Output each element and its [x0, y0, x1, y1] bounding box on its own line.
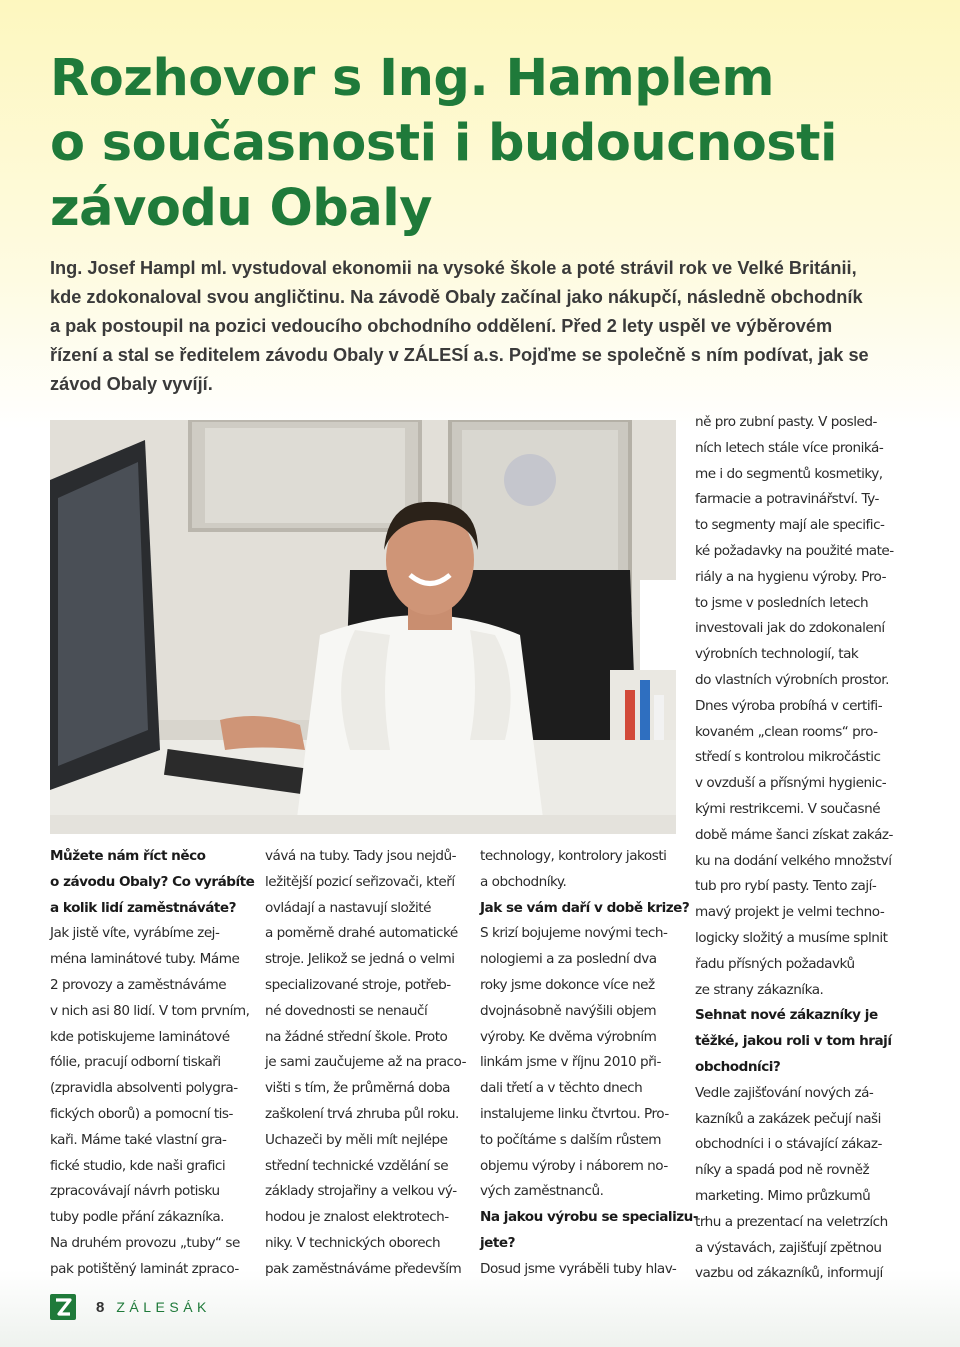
- answer-line: řadu přísných požadavků: [695, 955, 855, 972]
- answer-line: kými restrikcemi. V současné: [695, 800, 881, 817]
- answer-line: Dosud jsme vyráběli tuby hlav-: [480, 1260, 677, 1277]
- answer-line: výrobních technologií, tak: [695, 646, 859, 663]
- answer-line: ležitější pozicí seřizovači, kteří: [265, 873, 455, 890]
- answer-line: na žádné střední škole. Proto: [265, 1028, 448, 1045]
- page-footer: [50, 1294, 211, 1320]
- answer-line: tub pro rybí pasty. Tento zají-: [695, 878, 877, 895]
- answer-line: višti s tím, že průměrná doba: [265, 1080, 451, 1097]
- question-line: Jak se vám daří v době krize?: [480, 899, 690, 916]
- answer-line: technology, kontrolory jakosti: [480, 848, 667, 864]
- lead-paragraph: [50, 254, 910, 399]
- question-line: těžké, jakou roli v tom hrají: [695, 1033, 892, 1050]
- answer-line: dali třetí a v těchto dnech: [480, 1080, 643, 1097]
- answer-line: zaškolení trvá zhruba půl roku.: [265, 1105, 459, 1122]
- answer-line: niky. V technických oborech: [265, 1234, 441, 1251]
- question-line: Můžete nám říct něco: [50, 848, 206, 864]
- answer-line: Dnes výroba probíhá v certifi-: [695, 697, 883, 714]
- answer-line: kde potiskujeme laminátové: [50, 1028, 230, 1045]
- answer-line: (zpravidla absolventi polygra-: [50, 1080, 238, 1097]
- zalesi-logo-icon: [50, 1294, 76, 1320]
- answer-line: pak zaměstnáváme především: [265, 1260, 462, 1277]
- lead-line: závod Obaly vyvíjí.: [50, 374, 213, 394]
- question-line: Sehnat nové zákazníky je: [695, 1007, 878, 1024]
- question-line: o závodu Obaly? Co vyrábíte: [50, 873, 255, 890]
- answer-line: linkám jsme v říjnu 2010 při-: [480, 1054, 661, 1071]
- answer-line: specializované stroje, potřeb-: [265, 976, 451, 993]
- answer-line: trhu a prezentací na veletrzích: [695, 1213, 888, 1230]
- question-line: Na jakou výrobu se specializu-: [480, 1209, 698, 1226]
- question-line: jete?: [480, 1234, 515, 1251]
- answer-line: Na druhém provozu „tuby“ se: [50, 1234, 240, 1251]
- text-column-3: [480, 844, 698, 1283]
- lead-line: a pak postoupil na pozici vedoucího obchodního oddělení. Před 2 lety uspěl ve výběrovém: [50, 316, 833, 336]
- question-line: obchodníci?: [695, 1058, 781, 1075]
- office-scene-illustration: [50, 420, 676, 834]
- text-column-4: [695, 410, 894, 1287]
- answer-line: vých zaměstnanců.: [480, 1183, 604, 1200]
- question-line: a kolik lidí zaměstnáváte?: [50, 899, 237, 916]
- answer-line: investovali jak do zdokonalení: [695, 620, 885, 637]
- title-line: Rozhovor s Ing. Hamplem: [50, 49, 775, 108]
- lead-line: Ing. Josef Hampl ml. vystudoval ekonomii na vysoké škole a poté strávil rok ve Velké Británii,: [50, 258, 857, 278]
- answer-line: době máme šanci získat zakáz-: [695, 826, 893, 843]
- answer-line: základy strojařiny a velkou vý-: [265, 1183, 457, 1200]
- answer-line: to segmenty mají ale specific-: [695, 517, 885, 534]
- answer-line: tuby podle přání zákazníka.: [50, 1209, 224, 1226]
- answer-line: ovládají a nastavují složité: [265, 899, 431, 916]
- answer-line: fólie, pracují odborní tiskaři: [50, 1054, 221, 1071]
- answer-line: obchodníci i o stávající zákaz-: [695, 1136, 882, 1153]
- portrait-photo: [50, 420, 676, 834]
- answer-line: pak potištěný laminát zpraco-: [50, 1260, 239, 1277]
- answer-line: střední technické vzdělání se: [265, 1157, 449, 1174]
- answer-line: S krizí bojujeme novými tech-: [480, 925, 668, 942]
- answer-line: níky a spadá pod ně rovněž: [695, 1162, 870, 1179]
- answer-line: Vedle zajišťování nových zá-: [695, 1084, 874, 1101]
- answer-line: objemu výroby i náborem no-: [480, 1157, 668, 1174]
- answer-line: instalujeme linku čtvrtou. Pro-: [480, 1105, 669, 1122]
- answer-line: zpracovávají návrh potisku: [50, 1183, 220, 1200]
- answer-line: me i do segmentů kosmetiky,: [695, 465, 883, 482]
- answer-line: a poměrně drahé automatické: [265, 925, 458, 942]
- article-title: [50, 46, 910, 241]
- magazine-name: ZÁLESÁK: [116, 1299, 211, 1315]
- answer-line: to počítáme s dalším růstem: [480, 1131, 662, 1148]
- title-line: závodu Obaly: [50, 179, 432, 238]
- answer-line: ku na dodání velkého množství: [695, 852, 892, 869]
- answer-line: logicky složitý a musíme splnit: [695, 929, 888, 946]
- answer-line: mavý projekt je velmi techno-: [695, 904, 885, 921]
- answer-line: ména laminátové tuby. Máme: [50, 951, 240, 968]
- page-number: 8: [96, 1298, 105, 1316]
- answer-line: marketing. Mimo průzkumů: [695, 1187, 871, 1204]
- answer-line: 2 provozy a zaměstnáváme: [50, 976, 227, 993]
- answer-line: roky jsme dokonce více než: [480, 976, 655, 993]
- answer-line: kovaném „clean rooms“ pro-: [695, 723, 878, 740]
- answer-line: Jak jistě víte, vyrábíme zej-: [50, 925, 220, 942]
- answer-line: farmacie a potravinářství. Ty-: [695, 491, 879, 508]
- answer-line: v ovzduší a přísnými hygienic-: [695, 775, 887, 792]
- answer-line: ze strany zákazníka.: [695, 981, 824, 998]
- answer-line: nologiemi a za poslední dva: [480, 951, 657, 968]
- answer-line: vazbu od zákazníků, informují: [695, 1265, 883, 1282]
- answer-line: né dovednosti se nenaučí: [265, 1002, 428, 1019]
- answer-line: vává na tuby. Tady jsou nejdů-: [265, 848, 457, 864]
- answer-line: v nich asi 80 lidí. V tom prvním,: [50, 1002, 250, 1019]
- answer-line: ké požadavky na použité mate-: [695, 542, 894, 559]
- text-column-2: [265, 844, 467, 1283]
- answer-line: je sami zaučujeme až na praco-: [265, 1054, 467, 1071]
- answer-line: ních letech stále více proniká-: [695, 439, 884, 456]
- title-line: o současnosti i budoucnosti: [50, 114, 838, 173]
- answer-line: hodou je znalost elektrotech-: [265, 1209, 449, 1226]
- answer-line: kaři. Máme také vlastní gra-: [50, 1131, 227, 1148]
- text-column-1: [50, 844, 255, 1283]
- answer-line: a výstavách, zajišťují zpětnou: [695, 1239, 882, 1256]
- answer-line: fických oborů) a pomocní tis-: [50, 1105, 233, 1122]
- answer-line: stroje. Jelikož se jedná o velmi: [265, 951, 455, 968]
- answer-line: dvojnásobně navýšili objem: [480, 1002, 657, 1019]
- answer-line: Uchazeči by měli mít nejlépe: [265, 1131, 448, 1148]
- answer-line: riály a na hygienu výroby. Pro-: [695, 568, 887, 585]
- lead-line: řízení a stal se ředitelem závodu Obaly v ZÁLESÍ a.s. Pojďme se společně s ním podívat, jak se: [50, 345, 869, 365]
- answer-line: to jsme v posledních letech: [695, 594, 869, 611]
- answer-line: středí s kontrolou mikročástic: [695, 749, 881, 766]
- answer-line: výroby. Ke dvěma výrobním: [480, 1028, 657, 1045]
- answer-line: fické studio, kde naši grafici: [50, 1157, 226, 1174]
- answer-line: kazníků a zakázek pečují naši: [695, 1110, 881, 1127]
- lead-line: kde zdokonaloval svou angličtinu. Na závodě Obaly začínal jako nákupčí, následně obchodník: [50, 287, 863, 307]
- answer-line: ně pro zubní pasty. V posled-: [695, 414, 877, 430]
- answer-line: do vlastních výrobních prostor.: [695, 671, 889, 688]
- answer-line: a obchodníky.: [480, 873, 567, 890]
